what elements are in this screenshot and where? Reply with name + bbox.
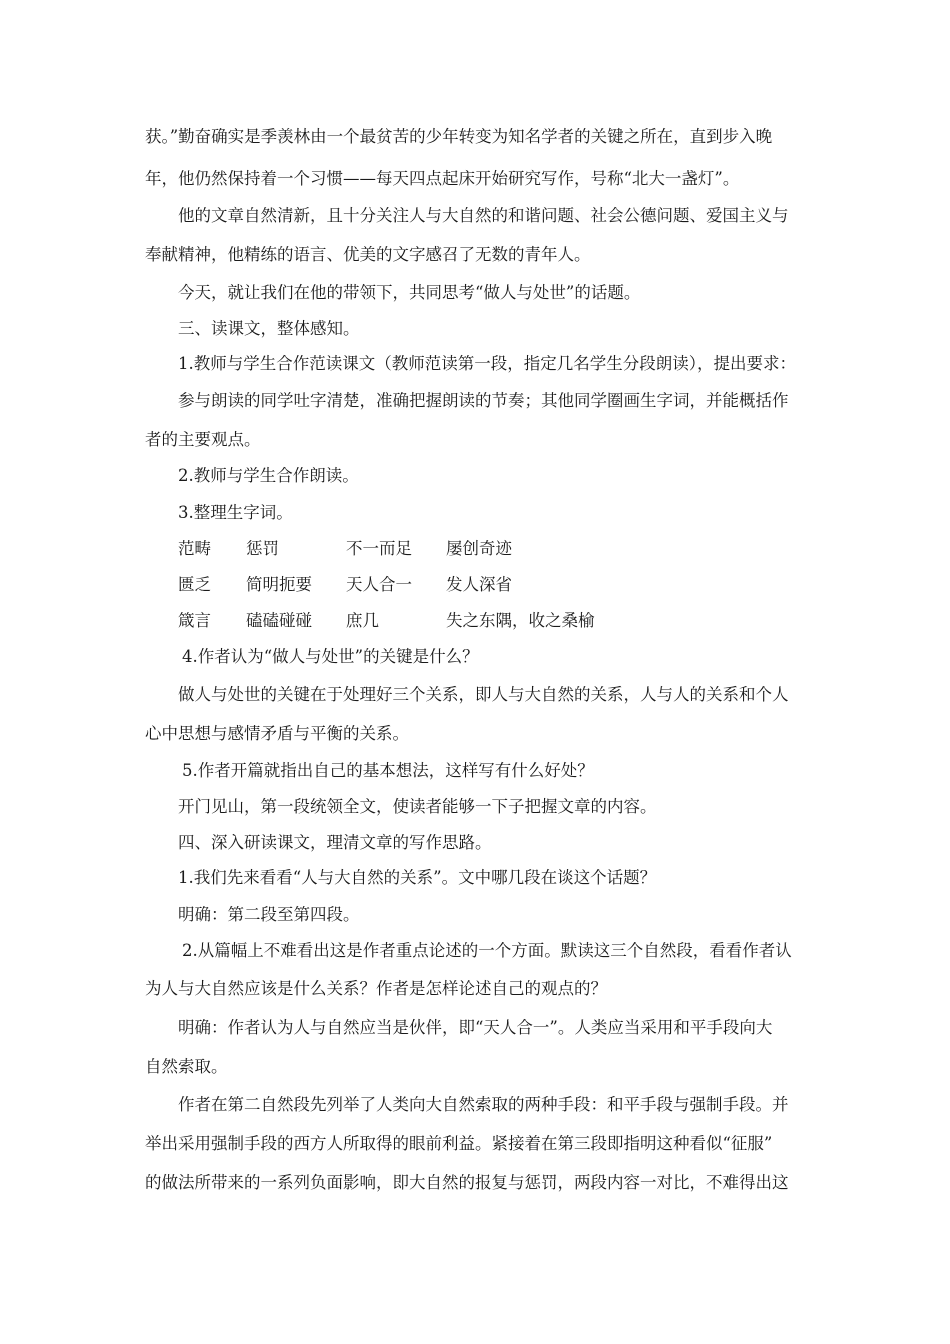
vocab-word: 范畴 bbox=[178, 539, 211, 558]
section-heading: 四、深入研读课文，理清文章的写作思路。 bbox=[178, 833, 492, 852]
text-line: 2.教师与学生合作朗读。 bbox=[178, 466, 359, 485]
question-line: 2.从篇幅上不难看出这是作者重点论述的一个方面。默读这三个自然段，看看作者认 bbox=[182, 941, 792, 960]
vocab-word: 发人深省 bbox=[446, 575, 512, 594]
vocab-word: 失之东隅，收之桑榆 bbox=[446, 611, 595, 630]
question-line: 5.作者开篇就指出自己的基本想法，这样写有什么好处？ bbox=[182, 761, 594, 780]
vocab-word: 庶几 bbox=[346, 611, 379, 630]
section-heading: 三、读课文，整体感知。 bbox=[178, 319, 360, 338]
text-line: 的做法所带来的一系列负面影响，即大自然的报复与惩罚，两段内容一对比，不难得出这 bbox=[145, 1173, 789, 1192]
vocab-word: 天人合一 bbox=[346, 575, 412, 594]
text-line: 心中思想与感情矛盾与平衡的关系。 bbox=[145, 724, 409, 743]
vocab-word: 简明扼要 bbox=[246, 575, 312, 594]
text-line: 1.教师与学生合作范读课文（教师范读第一段，指定几名学生分段朗读），提出要求： bbox=[178, 354, 796, 373]
text-line: 获。”勤奋确实是季羡林由一个最贫苦的少年转变为知名学者的关键之所在，直到步入晚 bbox=[145, 127, 773, 146]
text-line: 明确：作者认为人与自然应当是伙伴，即“天人合一”。人类应当采用和平手段向大 bbox=[178, 1018, 773, 1037]
text-line: 举出采用强制手段的西方人所取得的眼前利益。紧接着在第三段即指明这种看似“征服” bbox=[145, 1134, 773, 1153]
text-line: 他的文章自然清新，且十分关注人与大自然的和谐问题、社会公德问题、爱国主义与 bbox=[178, 206, 789, 225]
question-line: 1.我们先来看看“人与大自然的关系”。文中哪几段在谈这个话题？ bbox=[178, 868, 657, 887]
text-line: 作者在第二自然段先列举了人类向大自然索取的两种手段：和平手段与强制手段。并 bbox=[178, 1095, 789, 1114]
vocab-word: 箴言 bbox=[178, 611, 211, 630]
text-line: 自然索取。 bbox=[145, 1057, 228, 1076]
text-line: 做人与处世的关键在于处理好三个关系，即人与大自然的关系，人与人的关系和个人 bbox=[178, 685, 789, 704]
text-line: 者的主要观点。 bbox=[145, 430, 261, 449]
vocab-word: 屡创奇迹 bbox=[446, 539, 512, 558]
text-line: 3.整理生字词。 bbox=[178, 503, 293, 522]
question-line: 4.作者认为“做人与处世”的关键是什么？ bbox=[182, 647, 479, 666]
text-line: 奉献精神，他精练的语言、优美的文字感召了无数的青年人。 bbox=[145, 245, 591, 264]
text-line: 年，他仍然保持着一个习惯——每天四点起床开始研究写作，号称“北大一盏灯”。 bbox=[145, 169, 740, 188]
vocab-word: 不一而足 bbox=[346, 539, 412, 558]
vocab-word: 惩罚 bbox=[246, 539, 279, 558]
text-line: 今天，就让我们在他的带领下，共同思考“做人与处世”的话题。 bbox=[178, 283, 641, 302]
vocab-word: 匮乏 bbox=[178, 575, 211, 594]
text-line: 开门见山，第一段统领全文，使读者能够一下子把握文章的内容。 bbox=[178, 797, 657, 816]
text-line: 参与朗读的同学吐字清楚，准确把握朗读的节奏；其他同学圈画生字词，并能概括作 bbox=[178, 391, 789, 410]
text-line: 明确：第二段至第四段。 bbox=[178, 905, 360, 924]
text-line: 为人与大自然应该是什么关系？作者是怎样论述自己的观点的？ bbox=[145, 979, 607, 998]
vocab-word: 磕磕碰碰 bbox=[246, 611, 312, 630]
